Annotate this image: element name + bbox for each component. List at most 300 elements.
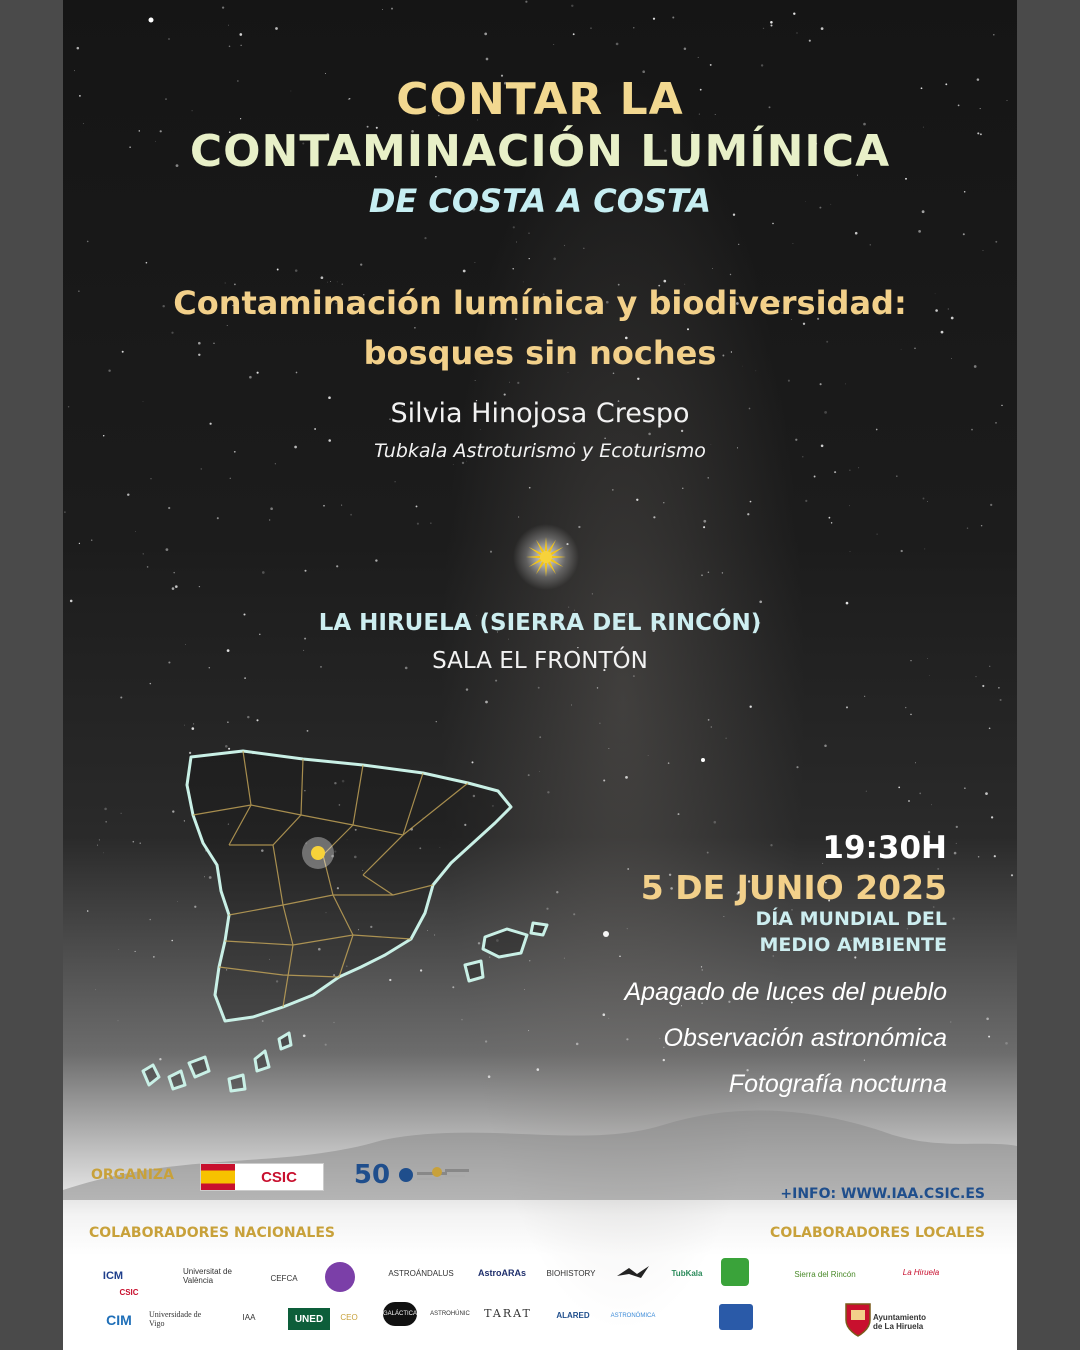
uned-logo: UNED [288, 1308, 330, 1330]
star [227, 325, 228, 326]
star [915, 762, 916, 763]
star [653, 516, 655, 518]
star [625, 776, 628, 779]
alared-logo: ALARED [556, 1310, 590, 1320]
tarat-logo: TARAT [484, 1306, 532, 1320]
uvigo-logo: Universidade de Vigo [149, 1310, 202, 1328]
star [723, 916, 724, 917]
star [553, 44, 554, 45]
star [64, 511, 66, 513]
star [982, 685, 984, 687]
blue-square-logo [719, 1304, 753, 1330]
star [307, 730, 309, 732]
star [508, 639, 509, 640]
star [382, 9, 383, 10]
star [918, 230, 921, 233]
blue-logo [669, 1302, 697, 1330]
star [529, 487, 531, 489]
star [814, 476, 816, 478]
star [70, 600, 73, 603]
star [910, 714, 912, 716]
star [277, 269, 279, 271]
star [229, 46, 231, 48]
icm-logo: ICM [102, 1270, 124, 1282]
star [701, 966, 702, 967]
star [95, 989, 96, 990]
star [956, 826, 958, 828]
star [703, 526, 705, 528]
star [462, 462, 464, 464]
star [682, 488, 683, 489]
star [573, 33, 575, 35]
star [217, 517, 219, 519]
star [103, 852, 104, 853]
star [87, 241, 89, 243]
star [222, 6, 224, 8]
poster [63, 0, 1017, 1350]
bird-icon [615, 1262, 651, 1284]
star [463, 270, 466, 273]
star [712, 268, 713, 269]
tubkala-logo: TubKala [671, 1268, 703, 1278]
star [523, 282, 524, 283]
star [192, 727, 195, 730]
star [227, 721, 229, 723]
star [994, 855, 996, 857]
star [927, 501, 928, 502]
star [905, 178, 907, 180]
star [193, 723, 194, 724]
iaa-severo-logo: IAA [242, 1312, 256, 1322]
star [750, 501, 752, 503]
star [603, 779, 605, 781]
star [1005, 1042, 1008, 1045]
star [87, 910, 89, 912]
star [956, 843, 957, 844]
speaker-organization: Tubkala Astroturismo y Ecoturismo [374, 440, 706, 462]
star [172, 587, 175, 590]
severo-ochoa-logo [431, 1164, 471, 1188]
star [118, 1020, 119, 1021]
spain-flag-icon [201, 1164, 235, 1190]
spain-map [133, 745, 553, 1105]
astronomica-logo: ASTRONÓMICA [610, 1313, 656, 1319]
star [91, 539, 92, 540]
star [517, 382, 519, 384]
star [486, 58, 489, 61]
star [184, 725, 185, 726]
event-occasion-line-1: DÍA MUNDIAL DEL [755, 908, 947, 930]
star [337, 282, 338, 283]
star [845, 384, 846, 385]
star [295, 269, 298, 272]
star [120, 696, 122, 698]
star [127, 493, 129, 495]
star [983, 250, 984, 251]
star [924, 548, 925, 549]
star [788, 380, 790, 382]
star [659, 1038, 660, 1039]
purple-badge-logo [325, 1262, 355, 1292]
star [612, 489, 614, 491]
star [571, 705, 572, 706]
star [898, 787, 900, 789]
star [592, 593, 593, 594]
star [792, 243, 793, 244]
star [703, 520, 706, 523]
star [687, 328, 689, 330]
valencia-logo: Universitat de València [183, 1267, 232, 1285]
star [633, 675, 635, 677]
astrohunic-logo: ASTROHÚNIC [430, 1311, 470, 1317]
ceo-logo: CEO [340, 1312, 358, 1322]
star [262, 571, 265, 574]
star [106, 821, 107, 822]
star [330, 281, 331, 282]
star [97, 845, 98, 846]
star [770, 21, 773, 24]
star [954, 852, 957, 855]
star [908, 800, 910, 802]
star [668, 762, 670, 764]
star [495, 680, 497, 682]
star [901, 550, 903, 552]
star [989, 727, 991, 729]
cefca-logo: CEFCA [270, 1273, 298, 1283]
star [528, 232, 530, 234]
star [708, 719, 710, 721]
star [976, 676, 977, 677]
star [604, 438, 605, 439]
star [516, 241, 517, 242]
star [663, 1059, 665, 1061]
star [147, 566, 149, 568]
activity-item: Observación astronómica [663, 1024, 947, 1052]
star [571, 5, 573, 7]
star [648, 433, 651, 436]
star [708, 477, 709, 478]
star [350, 514, 352, 516]
star [964, 788, 965, 789]
star [168, 38, 169, 39]
star [831, 522, 832, 523]
star [763, 28, 764, 29]
title-line-2: CONTAMINACIÓN LUMÍNICA [189, 126, 891, 177]
star [360, 263, 362, 265]
star [590, 27, 591, 28]
star [518, 517, 519, 518]
star [850, 551, 851, 552]
event-occasion-line-2: MEDIO AMBIENTE [759, 934, 947, 956]
star [988, 1036, 990, 1038]
star [985, 792, 988, 795]
star [820, 383, 822, 385]
star [146, 262, 148, 264]
star [963, 233, 965, 235]
star [529, 258, 530, 259]
star [978, 856, 980, 858]
star [275, 463, 276, 464]
star [304, 570, 306, 572]
star [849, 505, 850, 506]
star [484, 33, 487, 36]
cim-logo: CIM [106, 1312, 132, 1328]
biohistory-logo: BIOHISTORY [546, 1268, 596, 1278]
star [824, 745, 827, 748]
star [672, 16, 674, 18]
star [509, 382, 510, 383]
star [269, 519, 270, 520]
hiruela-shield-logo [843, 1300, 873, 1338]
star [490, 551, 492, 553]
star [627, 928, 628, 929]
star [849, 470, 850, 471]
star [166, 548, 169, 551]
csic-logo-text: CSIC [235, 1164, 323, 1190]
star [118, 949, 119, 950]
star [864, 1060, 865, 1061]
star [241, 45, 242, 46]
star [701, 574, 703, 576]
talk-title-line-2: bosques sin noches [363, 334, 717, 372]
csic-logo [200, 1163, 324, 1191]
star [829, 517, 831, 519]
event-date: 5 DE JUNIO 2025 [640, 868, 947, 907]
astroaras-logo: AstroARAs [478, 1268, 527, 1278]
star [995, 241, 997, 243]
star [608, 1018, 609, 1019]
star [485, 701, 488, 704]
star [336, 565, 338, 567]
star [846, 602, 849, 605]
star [414, 327, 416, 329]
star [375, 559, 377, 561]
star [619, 956, 621, 958]
galactica-logo: GALÁCTICA [383, 1302, 417, 1326]
coat-of-arms-icon [843, 1300, 873, 1338]
star [199, 586, 200, 587]
star [436, 721, 437, 722]
star [249, 376, 252, 379]
star [416, 505, 418, 507]
event-time: 19:30H [822, 830, 947, 866]
star [74, 70, 75, 71]
star [583, 248, 584, 249]
star [150, 478, 151, 479]
star [256, 719, 258, 721]
star [200, 468, 202, 470]
star [564, 245, 565, 246]
star [391, 8, 393, 10]
star [772, 223, 773, 224]
star [846, 706, 848, 708]
star [803, 323, 805, 325]
talk-title-line-1: Contaminación lumínica y biodiversidad: [173, 284, 907, 322]
star [702, 969, 703, 970]
star [770, 844, 772, 846]
star [538, 687, 540, 689]
star [710, 64, 712, 66]
star [855, 232, 858, 235]
star [738, 244, 739, 245]
activity-item: Fotografía nocturna [728, 1070, 947, 1098]
star [135, 531, 136, 532]
star [681, 430, 683, 432]
star [504, 394, 506, 396]
star [707, 852, 709, 854]
star [1011, 874, 1013, 876]
star [663, 280, 666, 283]
star [394, 481, 395, 482]
star [653, 18, 655, 20]
star [722, 572, 723, 573]
star [270, 507, 273, 510]
star [480, 429, 481, 430]
star [923, 498, 925, 500]
star [239, 33, 242, 36]
star [424, 237, 426, 239]
star [684, 48, 687, 51]
star [805, 500, 807, 502]
activity-item: Apagado de luces del pueblo [624, 978, 947, 1006]
star [953, 918, 955, 920]
star [121, 813, 122, 814]
star [834, 471, 836, 473]
star [475, 380, 476, 381]
star [905, 707, 906, 708]
star [99, 839, 100, 840]
star [513, 226, 515, 228]
star [556, 891, 558, 893]
star [77, 47, 80, 50]
star [247, 716, 249, 718]
star [747, 513, 749, 515]
star [613, 373, 615, 375]
star [474, 262, 475, 263]
star [864, 696, 865, 697]
star [564, 958, 565, 959]
star [986, 1018, 989, 1021]
star [103, 435, 104, 436]
star [341, 505, 342, 506]
location-place: LA HIRUELA (SIERRA DEL RINCÓN) [318, 610, 762, 636]
star [539, 736, 541, 738]
star [430, 523, 431, 524]
star [553, 258, 556, 261]
star [230, 478, 231, 479]
star [698, 57, 699, 58]
star [568, 607, 569, 608]
star [876, 533, 877, 534]
la-hiruela-logo: La Hiruela [902, 1267, 940, 1277]
star [761, 64, 763, 66]
star [637, 378, 639, 380]
star [79, 543, 80, 544]
star [143, 553, 144, 554]
star [866, 791, 867, 792]
star [1000, 699, 1002, 701]
star [981, 525, 982, 526]
star [327, 282, 328, 283]
star [609, 748, 610, 749]
sierra-del-rincon-logo: Sierra del Rincón [794, 1269, 856, 1279]
iaa-50-logo: 50 [353, 1160, 391, 1190]
star [168, 507, 170, 509]
star [821, 27, 824, 30]
star [304, 638, 306, 640]
star [750, 706, 752, 708]
star [185, 644, 186, 645]
star [726, 738, 727, 739]
event-occasion [755, 906, 947, 958]
star [512, 268, 513, 269]
star [176, 586, 177, 587]
star [708, 571, 710, 573]
star [466, 688, 468, 690]
star [896, 476, 897, 477]
organiza-label: ORGANIZA [91, 1167, 174, 1183]
severo-ochoa-icon [431, 1164, 471, 1188]
star [991, 816, 993, 818]
star [870, 244, 871, 245]
star [990, 504, 992, 506]
star [603, 1013, 606, 1016]
star [967, 528, 968, 529]
colaboradores-nacionales-label: COLABORADORES NACIONALES [89, 1225, 335, 1241]
star [797, 33, 798, 34]
star [323, 505, 325, 507]
star [993, 34, 995, 36]
star [648, 755, 649, 756]
star [714, 821, 717, 824]
star [663, 502, 664, 503]
title-line-1: CONTAR LA [396, 74, 684, 125]
star [998, 687, 1000, 689]
star [104, 808, 107, 811]
star [796, 766, 798, 768]
star [636, 499, 638, 501]
star [770, 24, 772, 26]
speaker-name: Silvia Hinojosa Crespo [390, 398, 690, 429]
dark-bird-logo [615, 1262, 651, 1284]
csic-small-logo: CSIC [119, 1287, 139, 1297]
star [573, 913, 575, 915]
star-burst-icon [513, 524, 579, 590]
star [244, 677, 246, 679]
astroandalus-logo: ASTROÁNDALUS [388, 1268, 454, 1278]
star [321, 276, 324, 279]
star [228, 25, 229, 26]
star [858, 467, 859, 468]
star [417, 523, 419, 525]
star [525, 1, 527, 3]
star [275, 27, 278, 30]
title-subtitle: DE COSTA A COSTA [368, 182, 712, 220]
star [597, 687, 598, 688]
star [730, 274, 731, 275]
green-leaf-logo [721, 1258, 749, 1286]
star [950, 1021, 951, 1022]
star [616, 43, 619, 46]
star [929, 675, 930, 676]
star [627, 868, 629, 870]
location-venue: SALA EL FRONTÓN [432, 648, 648, 674]
info-link[interactable]: +INFO: WWW.IAA.CSIC.ES [780, 1186, 985, 1202]
star [931, 804, 932, 805]
colaboradores-locales-label: COLABORADORES LOCALES [770, 1225, 985, 1241]
star [599, 723, 600, 724]
star [453, 464, 454, 465]
